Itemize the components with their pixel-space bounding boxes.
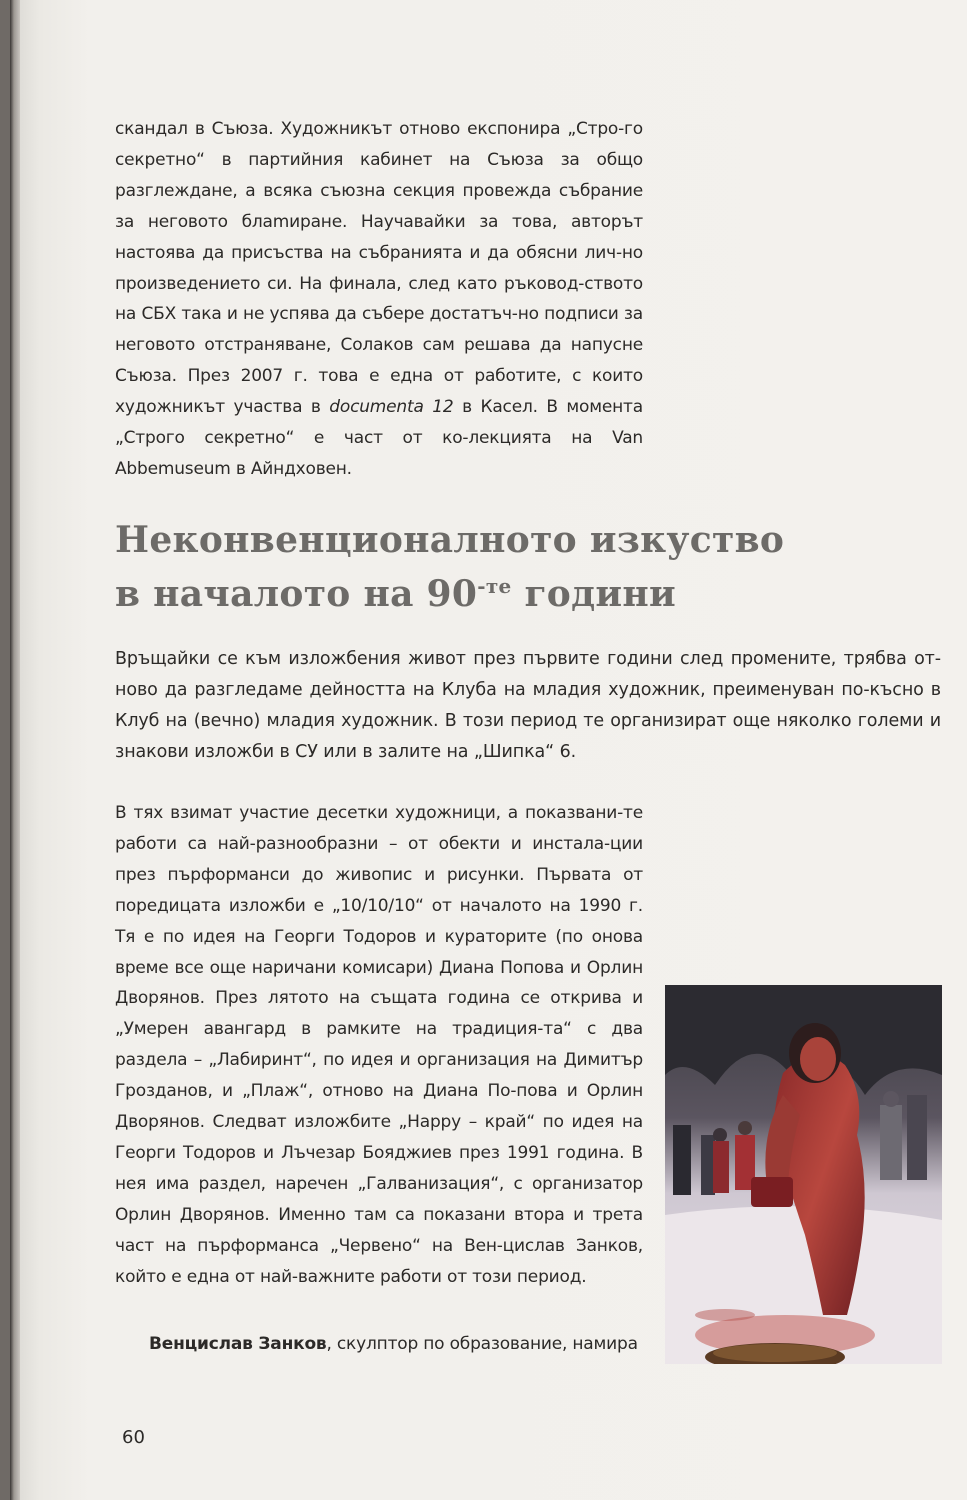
heading-line-1: Неконвенционалното изкуство: [115, 519, 785, 561]
paragraph-3: В тях взимат участие десетки художници, а показвани-те работи са най-разнообразни – от обекти и инстала-ции през пърформанси до живопис и рисунки. Първата от поредицата изложби е „10/10/10“ от началото на 1990 г. Тя е по идея на Георги Тодоров и кураторите (по онова време все още наричани комисари) Диана Попова и Орлин Дворянов. През лятото на същата година се открива и „Умерен авангард в рамките на традиция-та“ с два раздела – „Лабиринт“, по идея и организация на Димитър Грозданов, и „Плаж“, отново на Диана По-пова и Орлин Дворянов. Следват изложбите „Happy – край“ по идея на Георги Тодоров и Лъчезар Бояджиев през 1991 година. В нея има раздел, наречен „Галванизация“, с организатор Орлин Дворянов. Именно там са показани втора и трета част на пърформанса „Червено“ на Вен-цислав Занков, който е една от най-важните работи от този период.: [115, 803, 643, 1287]
heading-line-2-end: години: [524, 573, 677, 615]
artist-name-bold: Венцислав Занков: [149, 1334, 327, 1354]
performance-photo-image: [665, 985, 942, 1364]
page-number: 60: [122, 1427, 145, 1448]
section-heading: [115, 513, 835, 621]
intro-paragraph: Връщайки се към изложбения живот през първите години след промените, трябва от-ново да разгледаме дейността на Клуба на младия художник, преименуван по-късно в Клуб на (вечно) младия художник. В този период те организират още няколко големи и знакови изложби в СУ или в залите на „Шипка“ 6.: [115, 649, 941, 762]
page-spine-edge: [10, 0, 20, 1500]
paragraph-1: [115, 114, 643, 485]
heading-superscript: -те: [477, 574, 512, 598]
paragraph-1-text: скандал в Съюза. Художникът отново експонира „Стро-го секретно“ в партийния кабинет на Съюза за общо разглеждане, а всяка съюзна секция провежда събрание за неговото блamиране. Научавайки за това, авторът настоява да присъства на събранията и да обясни лич-но произведението си. На финала, след като ръковод-ството на СБХ така и не успява да събере достатъч-но подписи за неговото отстраняване, Солаков сам решава да напусне Съюза. През 2007 г. това е една от работите, с които художникът участва в: [115, 119, 643, 418]
documenta-italic: documenta 12: [329, 397, 454, 418]
paragraph-4-text: , скулптор по образование, намира: [326, 1334, 638, 1354]
heading-line-2: в началото на 90: [115, 573, 478, 615]
performance-photo: [665, 985, 942, 1364]
paragraph-1-end: в Касел. В момента „Строго секретно“ е част от ко-лекцията на Van Abbemuseum в Айндховен.: [115, 397, 643, 479]
book-page: [10, 0, 967, 1500]
paragraph-4: [115, 1329, 643, 1360]
